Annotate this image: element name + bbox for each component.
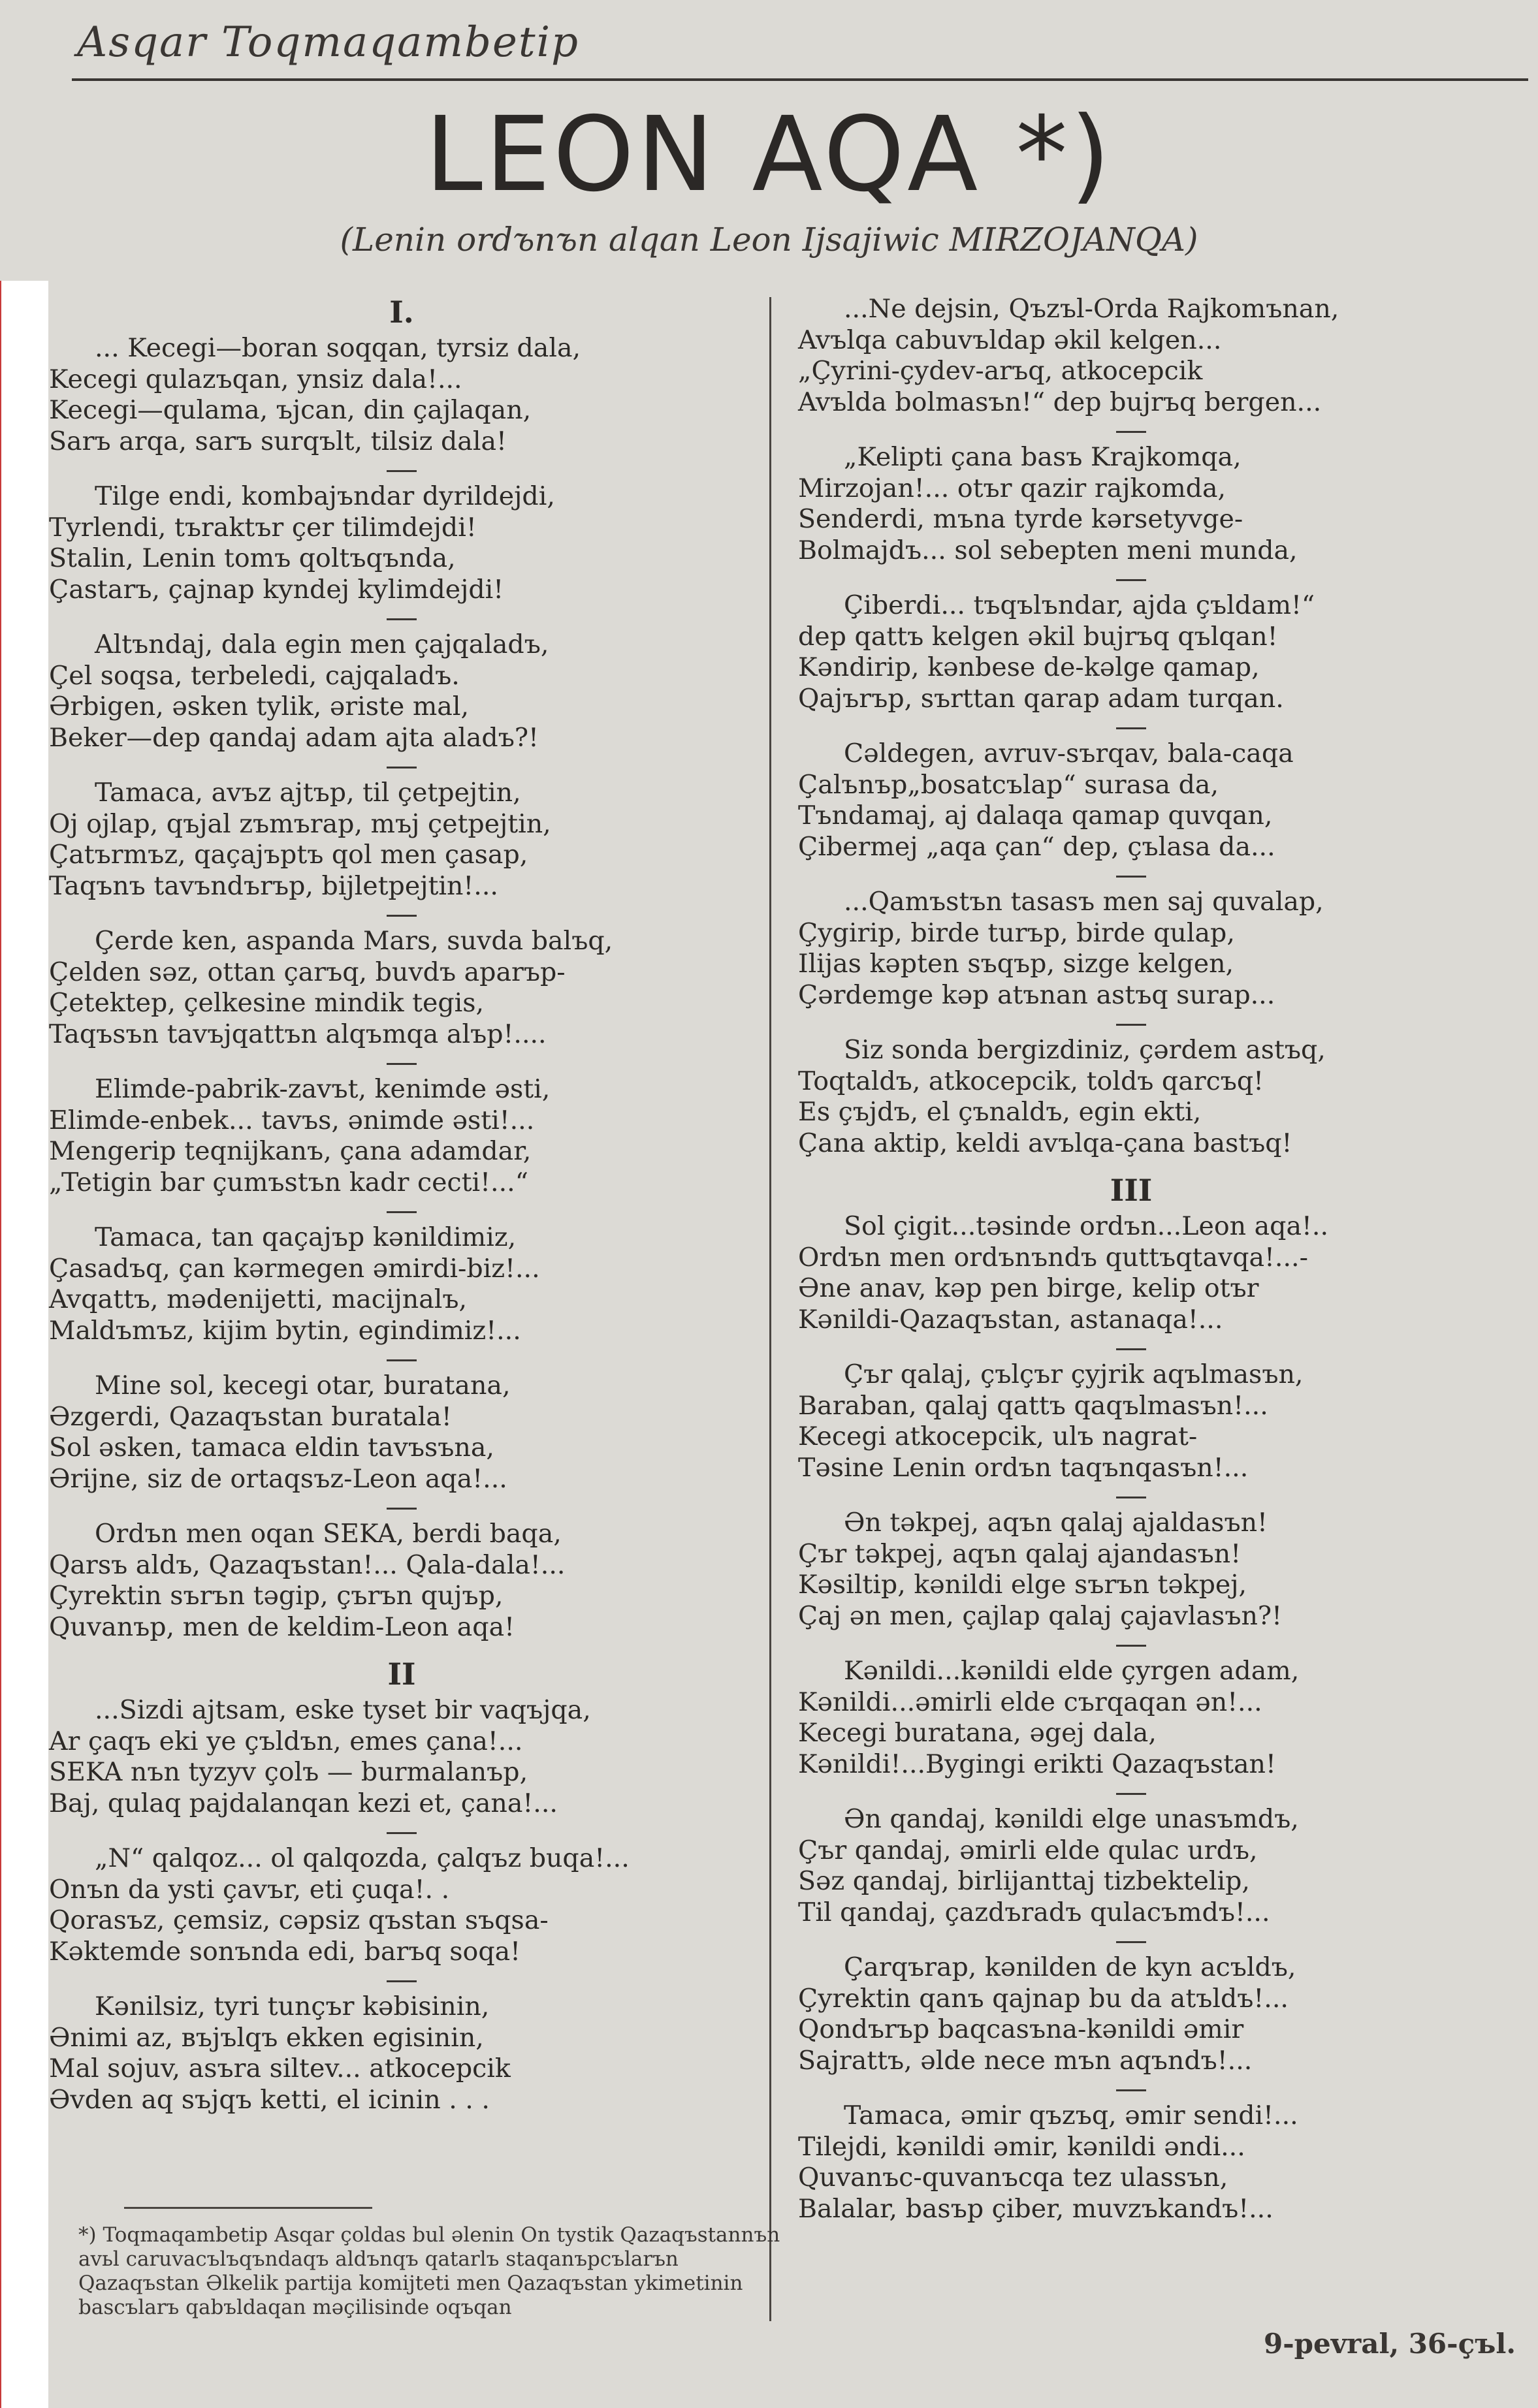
stanza <box>49 1519 754 1643</box>
verse-line: Qajъrъp, sъrttan qarap adam turqan. <box>798 683 1284 714</box>
verse-line: Çetektep, çelkesine mindik tegis, <box>49 988 485 1018</box>
stanza <box>798 1952 1464 2076</box>
left-column <box>49 294 754 2129</box>
verse-line: Kənilsiz, tyri tunçъr kəbisinin, <box>95 1991 490 2021</box>
verse-line: Çatъrmъz, qaçajъptъ qol men çasap, <box>49 840 528 870</box>
verse-line: Elimde-pabrik-zavъt, kenimde əsti, <box>95 1074 551 1104</box>
verse-line: Avъlqa cabuvъldap əkil kelgen... <box>798 325 1222 355</box>
verse-line: Çarqъrap, kənilden de kyn acъldъ, <box>844 1952 1296 1982</box>
stanza <box>798 887 1464 1011</box>
verse-line: ...Ne dejsin, Qъzъl-Orda Rajkomъnan, <box>844 294 1339 324</box>
verse-line: Quvanъp, men de keldim-Leon aqa! <box>49 1611 515 1642</box>
stanza-separator <box>387 470 417 472</box>
verse-line: Qarsъ aldъ, Qazaqъstan!... Qala-dala!... <box>49 1549 566 1580</box>
stanza-separator <box>387 915 417 917</box>
verse-line: SEKA nъn tyzyv çolъ — burmalanъp, <box>49 1757 528 1787</box>
verse-line: Çerde ken, aspanda Mars, suvda balъq, <box>95 926 613 956</box>
verse-line: Çyrektin sъrъn təgip, çъrъn qujъp, <box>49 1581 504 1611</box>
stanza <box>49 778 754 902</box>
verse-line: Onъn da ysti çavъr, eti çuqa!. . <box>49 1874 450 1905</box>
stanza-separator <box>1116 431 1146 433</box>
stanza-separator <box>387 1508 417 1510</box>
verse-line: Çъr qalaj, çъlçъr çyjrik aqъlmasъn, <box>844 1359 1304 1389</box>
verse-line: Avqattъ, mədenijetti, macijnalъ, <box>49 1284 468 1314</box>
verse-line: Bolmajdъ... sol sebepten meni munda, <box>798 535 1298 565</box>
verse-line: „Kelipti çana basъ Krajkomqa, <box>844 442 1242 472</box>
stanza <box>798 1804 1464 1928</box>
verse-line: Avъlda bolmasъn!“ dep bujrъq bergen... <box>798 387 1322 417</box>
verse-line: Baraban, qalaj qattъ qaqъlmasъn!... <box>798 1390 1268 1421</box>
verse-line: Çaj ən men, çajlap qalaj çajavlasъn?! <box>798 1600 1282 1631</box>
stanza <box>49 1222 754 1346</box>
verse-line: Ərijne, siz de ortaqsъz-Leon aqa!... <box>49 1463 507 1494</box>
poem-subtitle: (Lenin ordъnъn alqan Leon Ijsajiwic MIRZOJANQA) <box>340 221 1198 259</box>
stanza <box>798 1656 1464 1780</box>
verse-line: Tamaca, tan qaçajъp kənildimiz, <box>95 1222 517 1252</box>
stanza <box>798 590 1464 714</box>
verse-line: Oj ojlap, qъjal zъmъrap, mъj çetpejtin, <box>49 808 551 839</box>
stanza-separator <box>1116 2089 1146 2091</box>
verse-line: Kənildi-Qazaqъstan, astanaqa!... <box>798 1304 1223 1335</box>
right-column <box>798 294 1464 2238</box>
stanza-separator <box>387 1063 417 1065</box>
stanza <box>49 1843 754 1967</box>
stanza-separator <box>1116 727 1146 729</box>
verse-line: Əzgerdi, Qazaqъstan buratala! <box>49 1401 452 1432</box>
verse-line: Çasadъq, çan kərmegen əmirdi-biz!... <box>49 1253 540 1284</box>
verse-line: Senderdi, mъna tyrde kərsetyvge- <box>798 504 1243 534</box>
stanza <box>49 629 754 753</box>
verse-line: dep qattъ kelgen əkil bujrъq qъlqan! <box>798 621 1278 652</box>
verse-line: Çel soqsa, terbeledi, cajqaladъ. <box>49 660 460 691</box>
verse-line: Cəldegen, avruv-sъrqav, bala-caqa <box>844 738 1294 768</box>
verse-line: Ərbigen, əsken tylik, əriste mal, <box>49 691 470 721</box>
stanza-separator <box>1116 1024 1146 1026</box>
verse-line: Tilge endi, kombajъndar dyrildejdi, <box>95 481 555 511</box>
verse-line: Çelden səz, ottan çarъq, buvdъ aparъp- <box>49 957 566 987</box>
verse-line: Tilejdi, kənildi əmir, kənildi əndi... <box>798 2131 1245 2162</box>
stanza <box>798 1211 1464 1335</box>
verse-line: „Çyrini-çydev-arъq, atkocepcik <box>798 356 1203 386</box>
stanza <box>798 2100 1464 2225</box>
verse-line: Til qandaj, çazdъradъ qulacъmdъ!... <box>798 1897 1270 1927</box>
stanza-separator <box>1116 1645 1146 1647</box>
verse-line: Kəndirip, kənbese de-kəlge qamap, <box>798 652 1260 682</box>
stanza-separator <box>1116 876 1146 878</box>
verse-line: Mengerip teqnijkanъ, çana adamdar, <box>49 1136 532 1166</box>
verse-line: Altъndaj, dala egin men çajqaladъ, <box>95 629 549 659</box>
verse-line: Mine sol, kecegi otar, buratana, <box>95 1370 511 1401</box>
verse-line: Ar çaqъ eki ye çъldъn, emes çana!... <box>49 1726 523 1756</box>
stanza <box>49 481 754 605</box>
verse-line: Sarъ arqa, sarъ surqъlt, tilsiz dala! <box>49 426 507 456</box>
stanza <box>49 926 754 1050</box>
stanza-separator <box>387 767 417 768</box>
verse-line: Kecegi qulazъqan, ynsiz dala!... <box>49 364 462 394</box>
verse-line: Təsine Lenin ordъn taqъnqasъn!... <box>798 1452 1249 1483</box>
verse-line: Taqъnъ tavъndъrъp, bijletpejtin!... <box>49 870 498 901</box>
verse-line: Ən qandaj, kənildi elge unasъmdъ, <box>844 1804 1299 1834</box>
verse-line: Kecegi—qulama, ъjcan, din çajlaqan, <box>49 395 532 425</box>
verse-line: Çastarъ, çajnap kyndej kylimdejdi! <box>49 574 504 605</box>
column-divider <box>769 297 771 2321</box>
stanza-separator <box>1116 1941 1146 1943</box>
verse-line: Ilijas kəpten sъqъp, sizge kelgen, <box>798 949 1234 979</box>
verse-line: ...Qamъstъn tasasъ men saj quvalap, <box>844 887 1324 917</box>
footnote-rule <box>124 2207 372 2209</box>
stanza <box>49 1991 754 2115</box>
section-heading: III <box>1110 1173 1153 1208</box>
verse-line: Maldъmъz, kijim bytin, egindimiz!... <box>49 1315 521 1346</box>
scan-margin <box>0 281 48 2408</box>
verse-line: Çərdemge kəp atъnan astъq surap... <box>798 979 1275 1010</box>
verse-line: Sajrattъ, əlde nece mъn aqъndъ!... <box>798 2045 1253 2076</box>
stanza <box>49 333 754 457</box>
stanza-separator <box>1116 579 1146 581</box>
stanza-separator <box>1116 1793 1146 1795</box>
verse-line: Ən təkpej, aqъn qalaj ajaldasъn! <box>844 1508 1268 1538</box>
verse-line: Çana aktip, keldi avъlqa-çana bastъq! <box>798 1128 1292 1158</box>
verse-line: Elimde-enbek... tavъs, ənimde əsti!... <box>49 1105 535 1135</box>
verse-line: Es çъjdъ, el çъnaldъ, egin ekti, <box>798 1097 1202 1127</box>
verse-line: Mal sojuv, asъra siltev... atkocepcik <box>49 2053 511 2083</box>
verse-line: Çibermej „aqa çan“ dep, çъlasa da... <box>798 831 1275 862</box>
verse-line: Çiberdi... tъqъlъndar, ajda çъldam!“ <box>844 590 1315 620</box>
verse-line: Baj, qulaq pajdalanqan kezi et, çana!... <box>49 1788 558 1818</box>
verse-line: Stalin, Lenin tomъ qoltъqъnda, <box>49 543 456 573</box>
stanza-separator <box>387 1832 417 1834</box>
section-heading: II <box>387 1656 416 1692</box>
stanza-separator <box>1116 1497 1146 1498</box>
verse-line: Kənildi...kənildi elde çyrgen adam, <box>844 1656 1300 1686</box>
stanza <box>49 1370 754 1495</box>
header-rule <box>72 78 1528 81</box>
verse-line: Sol çigit...təsinde ordъn...Leon aqa!.. <box>844 1211 1328 1241</box>
verse-line: „N“ qalqoz... ol qalqozda, çalqъz buqa!... <box>95 1843 630 1873</box>
verse-line: Ordъn men oqan SEKA, berdi baqa, <box>95 1519 562 1549</box>
stanza <box>798 1508 1464 1632</box>
verse-line: Ənimi az, въjъlqъ ekken egisinin, <box>49 2022 484 2053</box>
verse-line: Kənildi!...Bygingi erikti Qazaqъstan! <box>798 1749 1276 1779</box>
verse-line: Balalar, basъp çiber, muvzъkandъ!... <box>798 2193 1274 2224</box>
verse-line: „Tetigin bar çumъstъn kadr cecti!...“ <box>49 1167 528 1197</box>
verse-line: Tъndamaj, aj dalaqa qamap quvqan, <box>798 800 1273 831</box>
verse-line: Beker—dep qandaj adam ajta aladъ?! <box>49 722 539 753</box>
verse-line: ...Sizdi ajtsam, eske tyset bir vaqъjqa, <box>95 1695 591 1725</box>
verse-line: Mirzojan!... otъr qazir rajkomda, <box>798 473 1226 503</box>
stanza <box>798 738 1464 863</box>
section-heading: I. <box>389 294 414 330</box>
stanza-separator <box>1116 1348 1146 1350</box>
verse-line: Kecegi atkocepcik, ulъ nagrat- <box>798 1421 1198 1451</box>
verse-line: Əne anav, kəp pen birge, kelip otъr <box>798 1273 1259 1303</box>
verse-line: Kəsiltip, kənildi elge sъrъn təkpej, <box>798 1570 1247 1600</box>
verse-line: Çalъnъp„bosatcъlap“ surasa da, <box>798 769 1219 800</box>
stanza <box>798 1359 1464 1483</box>
verse-line: Tamaca, avъz ajtъp, til çetpejtin, <box>95 778 521 808</box>
stanza <box>798 1035 1464 1159</box>
verse-line: ... Kecegi—boran soqqan, tyrsiz dala, <box>95 333 581 363</box>
stanza <box>798 294 1464 418</box>
verse-line: Ordъn men ordъnъndъ quttъqtavqa!...- <box>798 1242 1308 1273</box>
verse-line: Çъr təkpej, aqъn qalaj ajandasъn! <box>798 1538 1242 1569</box>
verse-line: Çyrektin qanъ qajnap bu da atъldъ!... <box>798 1983 1289 2014</box>
verse-line: Kəktemde sonъnda edi, barъq soqa! <box>49 1936 521 1967</box>
stanza-separator <box>387 1980 417 1982</box>
verse-line: Siz sonda bergizdiniz, çərdem astъq, <box>844 1035 1326 1065</box>
stanza-separator <box>387 1211 417 1213</box>
stanza-separator <box>387 1359 417 1361</box>
verse-line: Toqtaldъ, atkocepcik, toldъ qarcъq! <box>798 1066 1264 1096</box>
verse-line: Qondъrъp baqcasъna-kənildi əmir <box>798 2014 1244 2044</box>
stanza <box>49 1074 754 1198</box>
verse-line: Sol əsken, tamaca eldin tavъsъna, <box>49 1433 494 1463</box>
footnote: *) Toqmaqambetip Asqar çoldas bul əlenin On tystik Qazaqъstannъn avьl caruvacъlъqъndaqъ aldъnqъ qatarlъ staqanъpcъlarъn Qazaqъstan Əlkelik partija komijteti men Qazaqъstan ykimetinin bascъlarъ qabъldaqan məçilisinde oqъqan <box>78 2223 780 2319</box>
verse-line: Taqъsъn tavъjqattъn alqъmqa alъp!.... <box>49 1019 547 1049</box>
verse-line: Tamaca, əmir qъzъq, əmir sendi!... <box>844 2100 1298 2131</box>
verse-line: Quvanъc-quvanъcqa tez ulassъn, <box>798 2162 1228 2193</box>
poem-title: LEON AQA *) <box>425 95 1113 215</box>
verse-line: Qorasъz, çemsiz, cəpsiz qъstan sъqsa- <box>49 1905 549 1935</box>
author-name: Asqar Toqmaqambetip <box>77 18 579 67</box>
stanza-separator <box>387 618 417 620</box>
verse-line: Əvden aq sъjqъ ketti, el icinin . . . <box>49 2084 490 2115</box>
stanza <box>798 442 1464 566</box>
verse-line: Kənildi...əmirli elde cъrqaqan ən!... <box>798 1687 1262 1717</box>
stanza <box>49 1695 754 1819</box>
verse-line: Kecegi buratana, əgej dala, <box>798 1718 1157 1748</box>
verse-line: Səz qandaj, birlijanttaj tizbektelip, <box>798 1866 1250 1896</box>
verse-line: Çygirip, birde turъp, birde qulap, <box>798 917 1235 948</box>
publication-date: 9-pevral, 36-çъl. <box>1264 2328 1516 2360</box>
verse-line: Çъr qandaj, əmirli elde qulac urdъ, <box>798 1835 1258 1865</box>
verse-line: Tyrlendi, tъraktъr çer tilimdejdi! <box>49 512 477 543</box>
